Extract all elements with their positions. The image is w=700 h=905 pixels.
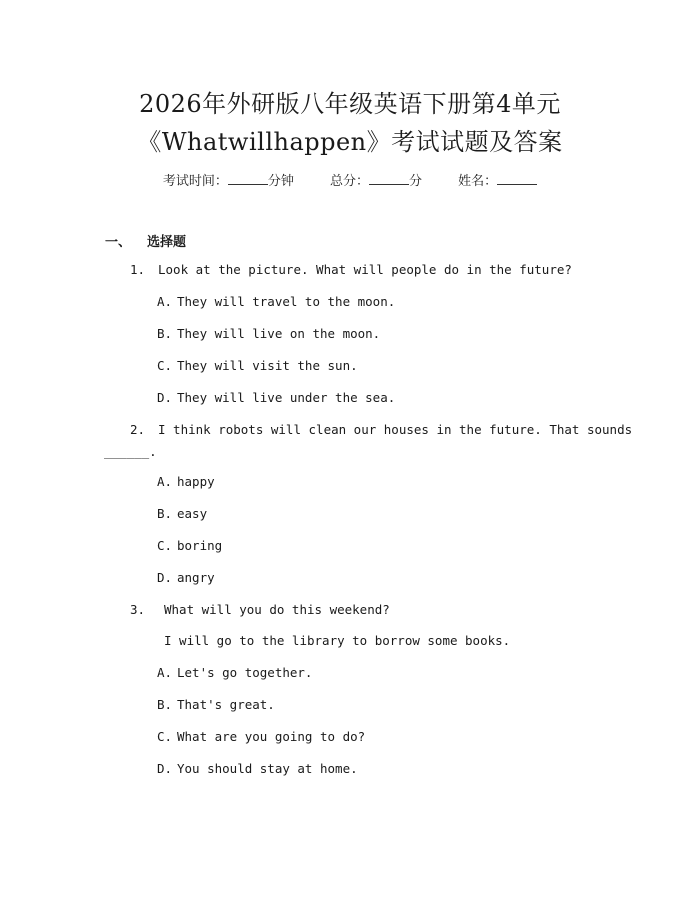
question-2 xyxy=(130,422,632,437)
option-text: boring xyxy=(177,538,223,553)
section-heading xyxy=(105,231,186,250)
option-letter: A. xyxy=(157,665,173,680)
question-text: Look at the picture. What will people do in the future? xyxy=(158,262,572,277)
option-text: They will travel to the moon. xyxy=(177,294,396,309)
question-2-option-a[interactable] xyxy=(157,474,215,489)
option-letter: B. xyxy=(157,326,173,341)
name-label: 姓名： xyxy=(458,174,498,189)
question-text: What will you do this weekend? xyxy=(164,602,390,617)
option-text: They will live under the sea. xyxy=(177,390,396,405)
name-field xyxy=(458,174,537,189)
question-2-option-b[interactable] xyxy=(157,506,207,521)
score-label: 总分： xyxy=(329,174,369,189)
time-unit: 分钟 xyxy=(267,174,294,189)
option-letter: A. xyxy=(157,294,173,309)
option-letter: D. xyxy=(157,761,173,776)
option-text: angry xyxy=(177,570,215,585)
exam-meta xyxy=(0,170,700,189)
time-label: 考试时间： xyxy=(162,174,228,189)
time-blank xyxy=(228,172,268,185)
exam-title-line-2: 《Whatwillhappen》考试试题及答案 xyxy=(137,128,563,156)
name-blank xyxy=(497,172,537,185)
question-3-option-c[interactable] xyxy=(157,729,365,744)
option-text: What are you going to do? xyxy=(177,729,366,744)
question-2-option-d[interactable] xyxy=(157,570,215,585)
question-3 xyxy=(130,602,390,617)
option-text: You should stay at home. xyxy=(177,761,358,776)
option-text: They will visit the sun. xyxy=(177,358,358,373)
question-text: I think robots will clean our houses in the future. That sounds xyxy=(158,422,633,437)
time-field xyxy=(163,174,298,189)
question-1-option-b[interactable] xyxy=(157,326,380,341)
section-number: 一、 xyxy=(105,235,132,250)
question-3-option-d[interactable] xyxy=(157,761,358,776)
question-1 xyxy=(130,262,572,277)
score-unit: 分 xyxy=(409,174,423,189)
question-3-option-a[interactable] xyxy=(157,665,312,680)
exam-title-line-1: 2026年外研版八年级英语下册第4单元 xyxy=(139,90,561,118)
question-number: 1. xyxy=(130,262,146,277)
option-text: happy xyxy=(177,474,215,489)
question-3-dialogue-line: I will go to the library to borrow some books. xyxy=(164,633,511,648)
option-text: Let's go together. xyxy=(177,665,313,680)
option-letter: C. xyxy=(157,729,173,744)
question-1-option-a[interactable] xyxy=(157,294,395,309)
option-letter: D. xyxy=(157,390,173,405)
option-text: They will live on the moon. xyxy=(177,326,381,341)
option-text: easy xyxy=(177,506,208,521)
option-letter: D. xyxy=(157,570,173,585)
question-number: 2. xyxy=(130,422,146,437)
question-2-option-c[interactable] xyxy=(157,538,222,553)
option-letter: C. xyxy=(157,538,173,553)
section-title: 选择题 xyxy=(147,235,187,250)
score-blank xyxy=(369,172,409,185)
option-letter: A. xyxy=(157,474,173,489)
question-3-option-b[interactable] xyxy=(157,697,275,712)
option-letter: B. xyxy=(157,506,173,521)
question-1-option-d[interactable] xyxy=(157,390,395,405)
question-1-option-c[interactable] xyxy=(157,358,358,373)
option-text: That's great. xyxy=(177,697,275,712)
question-2-continuation: ______. xyxy=(104,444,157,459)
question-number: 3. xyxy=(130,602,146,617)
option-letter: B. xyxy=(157,697,173,712)
option-letter: C. xyxy=(157,358,173,373)
score-field xyxy=(330,174,426,189)
